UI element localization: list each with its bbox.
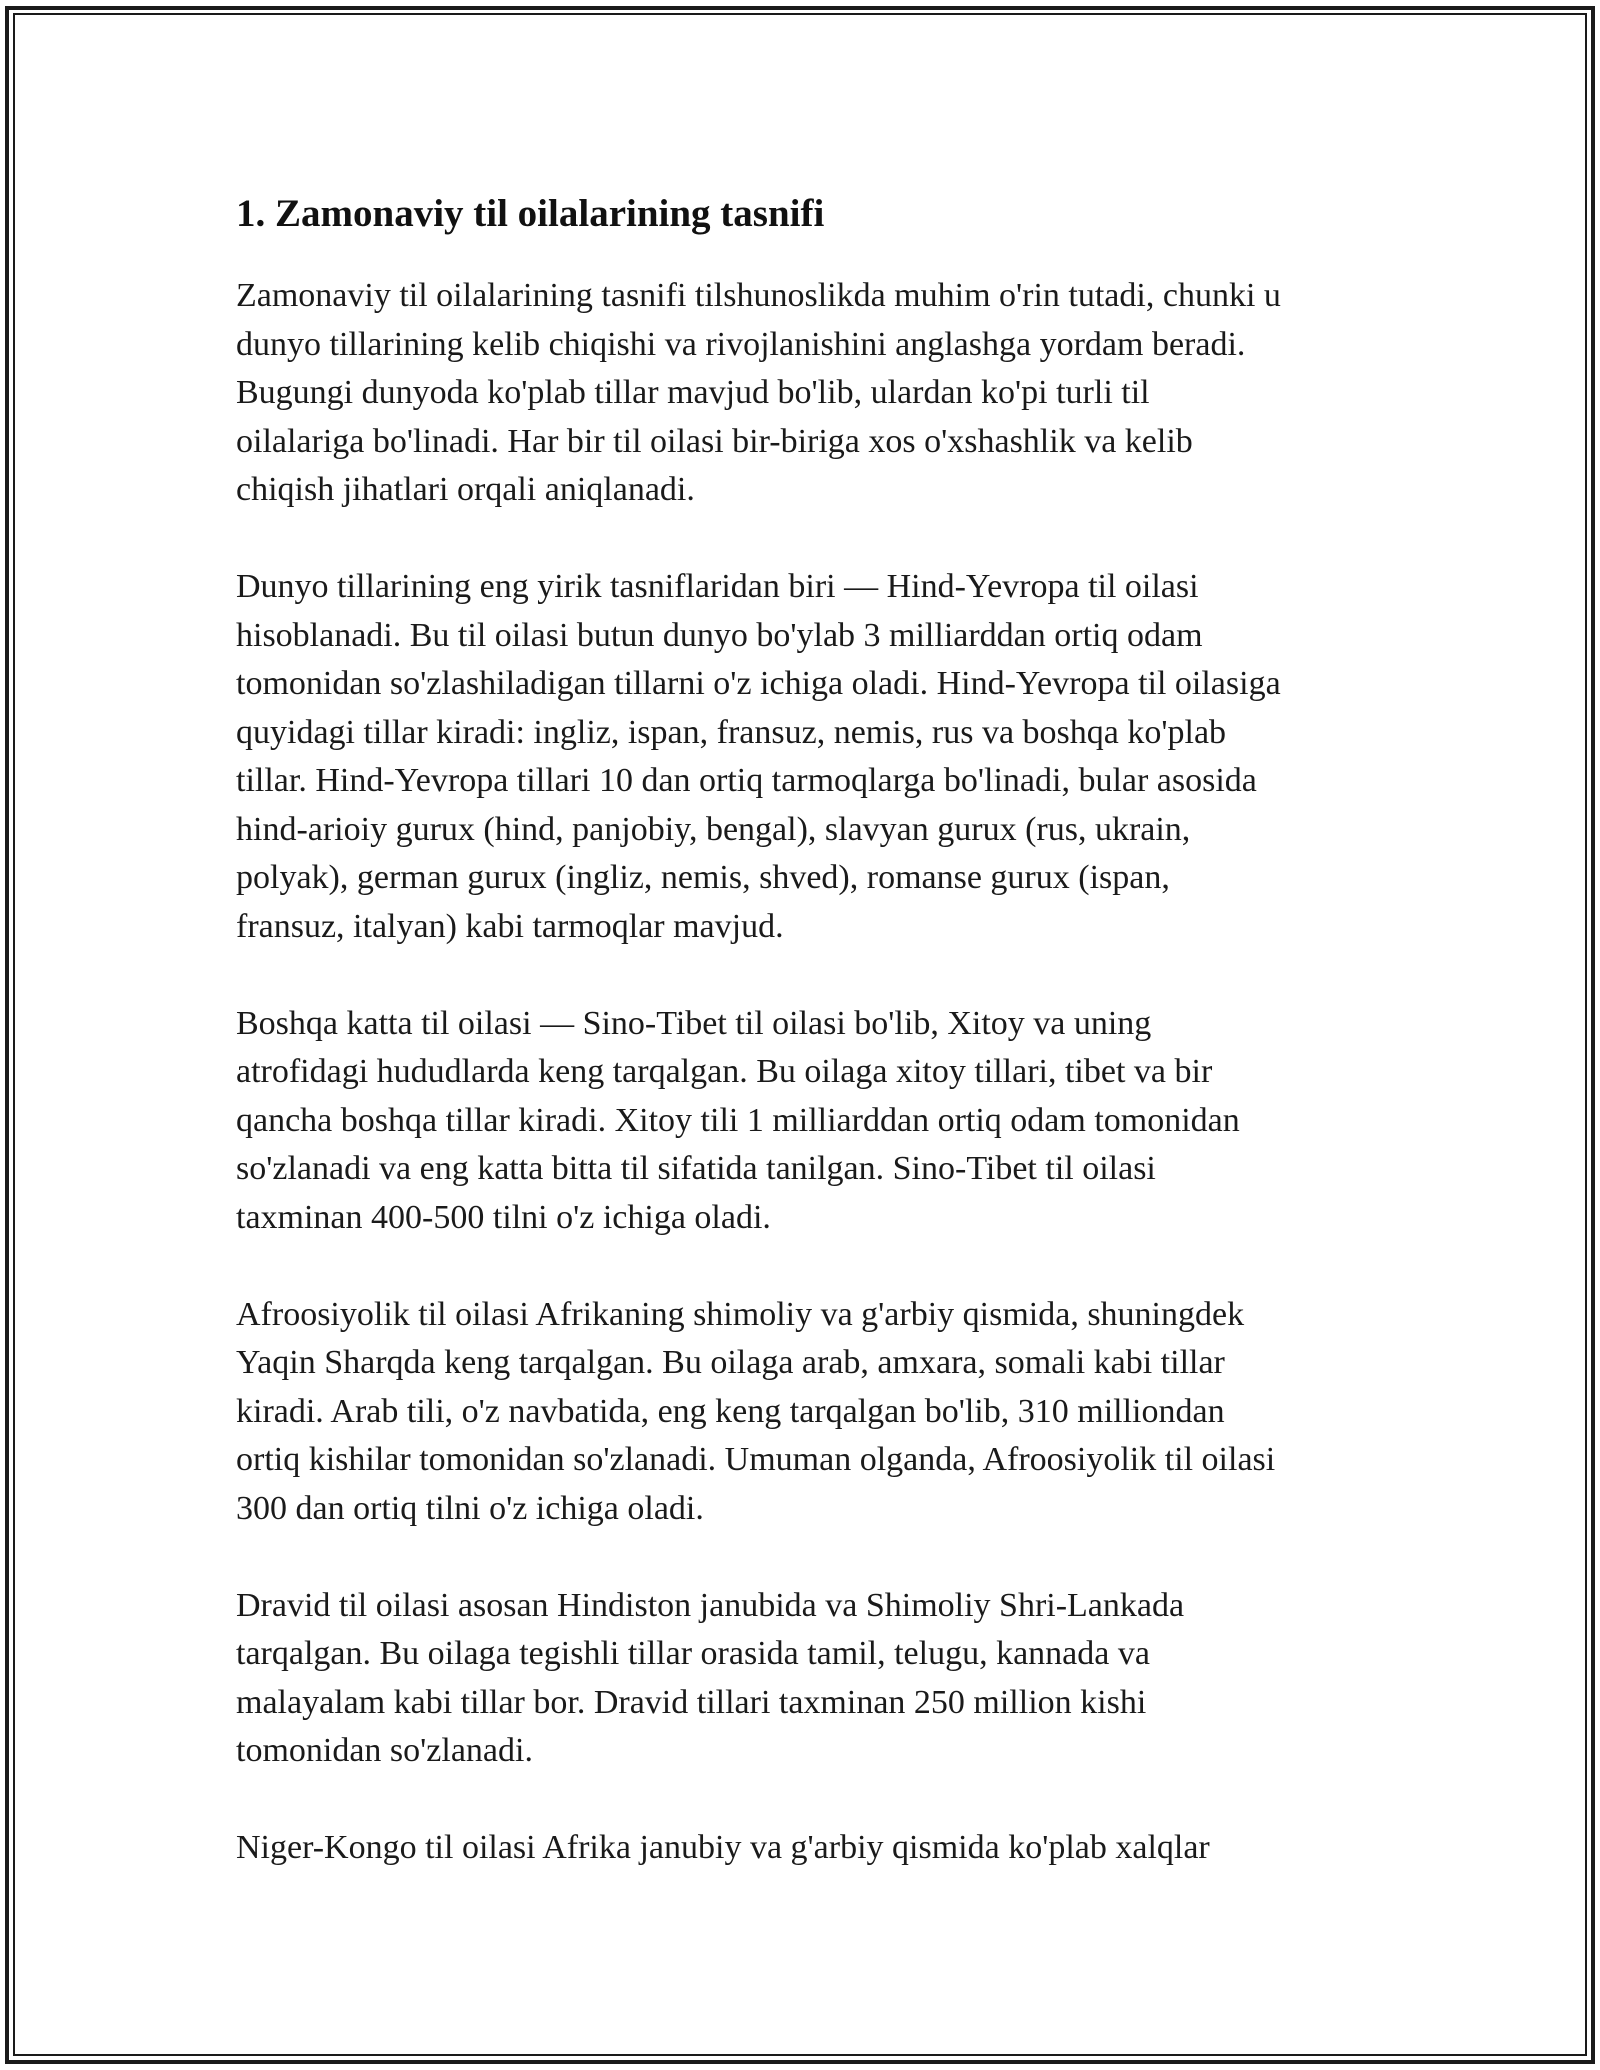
text-line: Boshqa katta til oilasi — Sino-Tibet til oilasi bo'lib, Xitoy va uning bbox=[236, 1004, 1152, 1042]
text-line: Bugungi dunyoda ko'plab tillar mavjud bo'lib, ulardan ko'pi turli til bbox=[236, 374, 1150, 411]
text-line: Yaqin Sharqda keng tarqalgan. Bu oilaga arab, amxara, somali kabi tillar bbox=[236, 1344, 1225, 1381]
text-line: Dravid til oilasi asosan Hindiston janubida va Shimoliy Shri-Lankada bbox=[236, 1586, 1185, 1624]
text-line: kiradi. Arab tili, o'z navbatida, eng keng tarqalgan bo'lib, 310 milliondan bbox=[236, 1392, 1225, 1430]
text-line: so'zlanadi va eng katta bitta til sifatida tanilgan. Sino-Tibet til oilasi bbox=[236, 1150, 1156, 1187]
section-heading: 1. Zamonaviy til oilalarining tasnifi bbox=[236, 192, 825, 235]
text-line: atrofidagi hududlarda keng tarqalgan. Bu oilaga xitoy tillari, tibet va bir bbox=[236, 1053, 1213, 1090]
document-body bbox=[236, 184, 1386, 1921]
text-line: qancha boshqa tillar kiradi. Xitoy tili 1 milliarddan ortiq odam tomonidan bbox=[236, 1101, 1240, 1139]
text-line: oilalariga bo'linadi. Har bir til oilasi bir-biriga xos o'xshashlik va kelib bbox=[236, 422, 1193, 460]
text-line: chiqish jihatlari orqali aniqlanadi. bbox=[236, 471, 695, 508]
text-line: taxminan 400-500 tilni o'z ichiga oladi. bbox=[236, 1198, 771, 1236]
text-line: Zamonaviy til oilalarining tasnifi tilshunoslikda muhim o'rin tutadi, chunki u bbox=[236, 277, 1281, 314]
paragraph bbox=[236, 1582, 1386, 1776]
paragraph bbox=[236, 272, 1386, 515]
text-line: 300 dan ortiq tilni o'z ichiga oladi. bbox=[236, 1489, 704, 1527]
text-line: tomonidan so'zlashiladigan tillarni o'z ichiga oladi. Hind-Yevropa til oilasiga bbox=[236, 665, 1281, 702]
text-line: Niger-Kongo til oilasi Afrika janubiy va g'arbiy qismida ko'plab xalqlar bbox=[236, 1829, 1210, 1866]
paragraph bbox=[236, 1824, 1386, 1873]
text-line: dunyo tillarining kelib chiqishi va rivojlanishini anglashga yordam beradi. bbox=[236, 325, 1246, 363]
text-line: tomonidan so'zlanadi. bbox=[236, 1732, 533, 1769]
text-line: tillar. Hind-Yevropa tillari 10 dan ortiq tarmoqlarga bo'linadi, bular asosida bbox=[236, 762, 1257, 799]
text-line: fransuz, italyan) kabi tarmoqlar mavjud. bbox=[236, 907, 784, 945]
text-line: quyidagi tillar kiradi: ingliz, ispan, fransuz, nemis, rus va boshqa ko'plab bbox=[236, 713, 1227, 751]
text-line: Afroosiyolik til oilasi Afrikaning shimoliy va g'arbiy qismida, shuningdek bbox=[236, 1295, 1245, 1333]
text-line: ortiq kishilar tomonidan so'zlanadi. Umuman olganda, Afroosiyolik til oilasi bbox=[236, 1441, 1276, 1478]
paragraph bbox=[236, 1291, 1386, 1534]
paragraph bbox=[236, 1000, 1386, 1243]
text-line: polyak), german gurux (ingliz, nemis, shved), romanse gurux (ispan, bbox=[236, 859, 1170, 896]
paragraph bbox=[236, 563, 1386, 951]
text-line: tarqalgan. Bu oilaga tegishli tillar orasida tamil, telugu, kannada va bbox=[236, 1635, 1150, 1672]
text-line: hisoblanadi. Bu til oilasi butun dunyo bo'ylab 3 milliarddan ortiq odam bbox=[236, 616, 1203, 654]
text-line: hind-arioiy gurux (hind, panjobiy, bengal), slavyan gurux (rus, ukrain, bbox=[236, 810, 1191, 848]
paragraph-list bbox=[236, 272, 1386, 1873]
text-line: Dunyo tillarining eng yirik tasniflaridan biri — Hind-Yevropa til oilasi bbox=[236, 568, 1199, 605]
text-line: malayalam kabi tillar bor. Dravid tillari taxminan 250 million kishi bbox=[236, 1683, 1147, 1721]
